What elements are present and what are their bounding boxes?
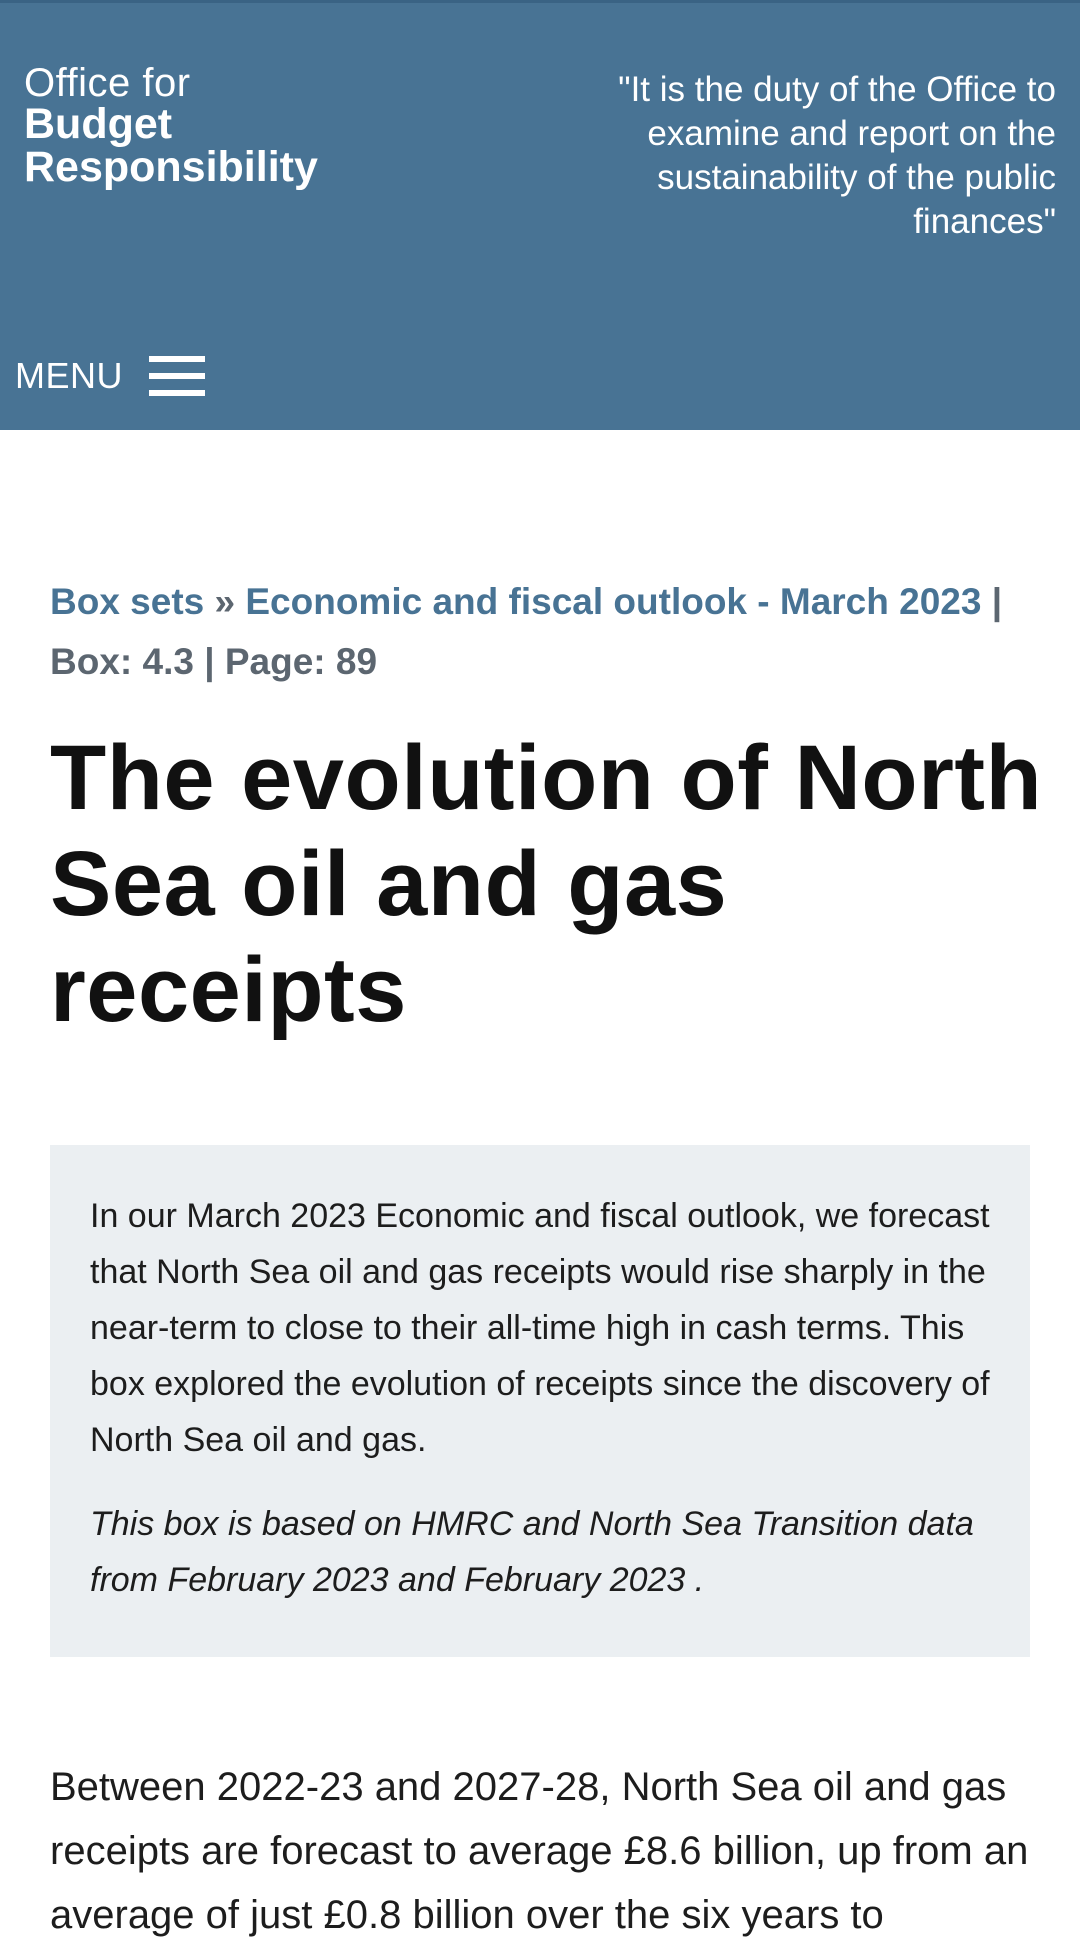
breadcrumb-divider: | (991, 581, 1003, 622)
summary-text: In our March 2023 Economic and fiscal outlook, we forecast that North Sea oil and gas receipts would rise sharply in the near-term to close to their all-time high in cash terms. This box explored the evolution of receipts since the discovery of North Sea oil and gas. (90, 1197, 990, 1459)
hamburger-bar (149, 356, 205, 362)
breadcrumb-box-number: Box: 4.3 (50, 641, 194, 682)
hamburger-bar (149, 373, 205, 379)
obr-logo[interactable] (24, 63, 318, 189)
header-tagline: "It is the duty of the Office to examine and report on the sustainability of the public finances" (618, 70, 1056, 241)
breadcrumb-page-number: Page: 89 (224, 641, 378, 682)
breadcrumb-separator: » (214, 581, 236, 622)
body-paragraph: Between 2022-23 and 2027-28, North Sea oil and gas receipts are forecast to average £8.6 billion, up from an average of just £0.8 billion over the six years to (50, 1765, 1029, 1937)
summary-box (50, 1145, 1030, 1657)
logo-line-budget: Budget (24, 100, 173, 148)
page-title: The evolution of North Sea oil and gas receipts (50, 727, 1043, 1041)
breadcrumb-link-publication[interactable]: Economic and fiscal outlook - March 2023 (245, 581, 982, 622)
breadcrumb-link-box-sets[interactable]: Box sets (50, 581, 205, 622)
logo-line-responsibility: Responsibility (24, 143, 318, 191)
site-header (0, 0, 1080, 430)
breadcrumb-divider: | (204, 641, 215, 682)
summary-source-note: This box is based on HMRC and North Sea Transition data from February 2023 and February 2023 . (90, 1505, 974, 1599)
menu-button[interactable] (15, 355, 205, 397)
breadcrumb (50, 572, 1040, 692)
logo-line-office-for: Office for (24, 61, 191, 105)
hamburger-bar (149, 390, 205, 396)
menu-label: MENU (15, 355, 123, 396)
hamburger-icon[interactable] (149, 356, 205, 396)
